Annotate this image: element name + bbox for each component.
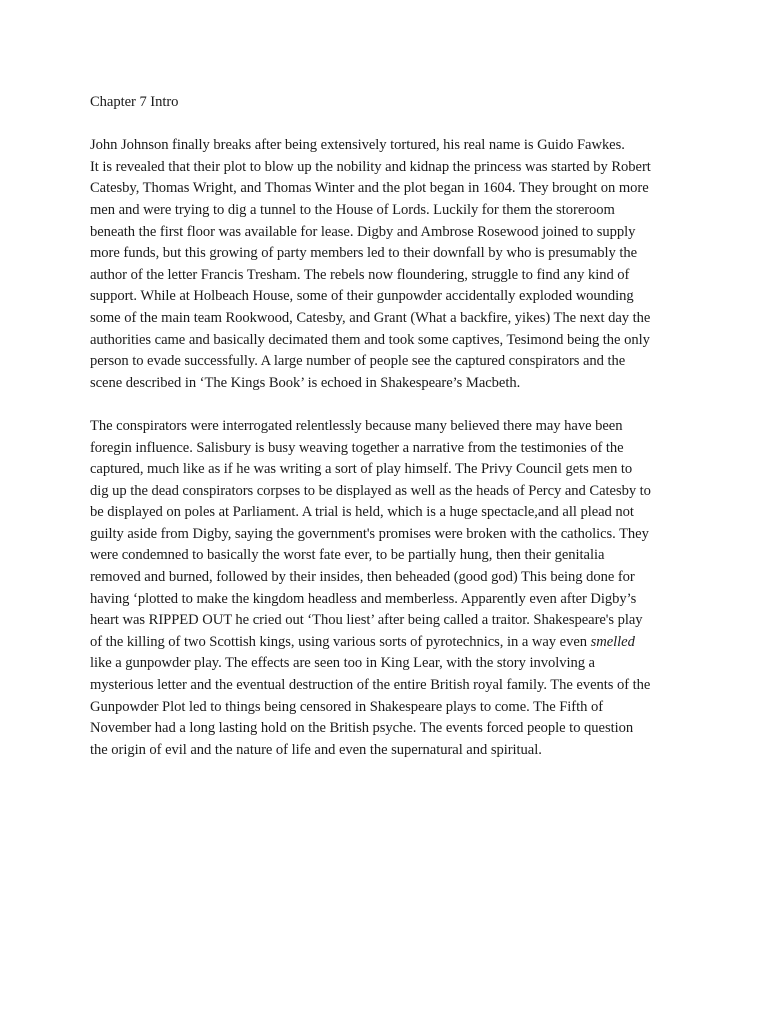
text-line: Catesby, Thomas Wright, and Thomas Winter and the plot began in 1604. They brought on more bbox=[90, 180, 649, 197]
text-line: authorities came and basically decimated them and took some captives, Tesimond being the only bbox=[90, 331, 650, 348]
text-line: person to evade successfully. A large number of people see the captured conspirators and the bbox=[90, 353, 626, 370]
text-line: be displayed on poles at Parliament. A trial is held, which is a huge spectacle,and all plead not bbox=[90, 504, 634, 521]
text-fragment: of the killing of two Scottish kings, using various sorts of pyrotechnics, in a way even bbox=[90, 633, 587, 650]
text-line: Gunpowder Plot led to things being censored in Shakespeare plays to come. The Fifth of bbox=[90, 698, 604, 715]
text-line: support. While at Holbeach House, some of their gunpowder accidentally exploded wounding bbox=[90, 288, 634, 305]
text-line: some of the main team Rookwood, Catesby, and Grant (What a backfire, yikes) The next day the bbox=[90, 309, 651, 326]
text-line: November had a long lasting hold on the British psyche. The events forced people to question bbox=[90, 720, 634, 737]
text-line: The conspirators were interrogated relentlessly because many believed there may have been bbox=[90, 417, 623, 434]
text-line: dig up the dead conspirators corpses to be displayed as well as the heads of Percy and Catesby to bbox=[90, 482, 651, 499]
text-line: the origin of evil and the nature of life and even the supernatural and spiritual. bbox=[90, 741, 542, 758]
paragraph-1 bbox=[90, 135, 690, 394]
text-line: author of the letter Francis Tresham. The rebels now floundering, struggle to find any kind of bbox=[90, 266, 630, 283]
text-line: It is revealed that their plot to blow up the nobility and kidnap the princess was started by Robert bbox=[90, 158, 651, 175]
text-line: removed and burned, followed by their insides, then beheaded (good god) This being done for bbox=[90, 569, 635, 586]
document-body bbox=[90, 92, 690, 783]
text-line: beneath the first floor was available for lease. Digby and Ambrose Rosewood joined to supply bbox=[90, 223, 636, 240]
text-line: captured, much like as if he was writing a sort of play himself. The Privy Council gets men to bbox=[90, 461, 633, 478]
text-line: John Johnson finally breaks after being extensively tortured, his real name is Guido Fawkes. bbox=[90, 137, 625, 154]
text-line: mysterious letter and the eventual destruction of the entire British royal family. The events of the bbox=[90, 677, 651, 694]
text-line: more funds, but this growing of party members led to their downfall by who is presumably the bbox=[90, 245, 638, 262]
text-line: guilty aside from Digby, saying the government's promises were broken with the catholics. They bbox=[90, 525, 649, 542]
chapter-title: Chapter 7 Intro bbox=[90, 94, 179, 110]
text-line: men and were trying to dig a tunnel to the House of Lords. Luckily for them the storeroom bbox=[90, 201, 615, 218]
paragraph-2 bbox=[90, 416, 690, 762]
text-line: heart was RIPPED OUT he cried out ‘Thou liest’ after being called a traitor. Shakespeare's play bbox=[90, 612, 643, 629]
text-line: foregin influence. Salisbury is busy weaving together a narrative from the testimonies of the bbox=[90, 439, 624, 456]
italic-word: smelled bbox=[590, 633, 635, 650]
text-line: like a gunpowder play. The effects are seen too in King Lear, with the story involving a bbox=[90, 655, 595, 672]
text-line: having ‘plotted to make the kingdom headless and memberless. Apparently even after Digby’s bbox=[90, 590, 637, 607]
text-line: were condemned to basically the worst fate ever, to be partially hung, then their genitalia bbox=[90, 547, 605, 564]
text-line-with-italic bbox=[90, 632, 690, 654]
text-line: scene described in ‘The Kings Book’ is echoed in Shakespeare’s Macbeth. bbox=[90, 374, 521, 391]
